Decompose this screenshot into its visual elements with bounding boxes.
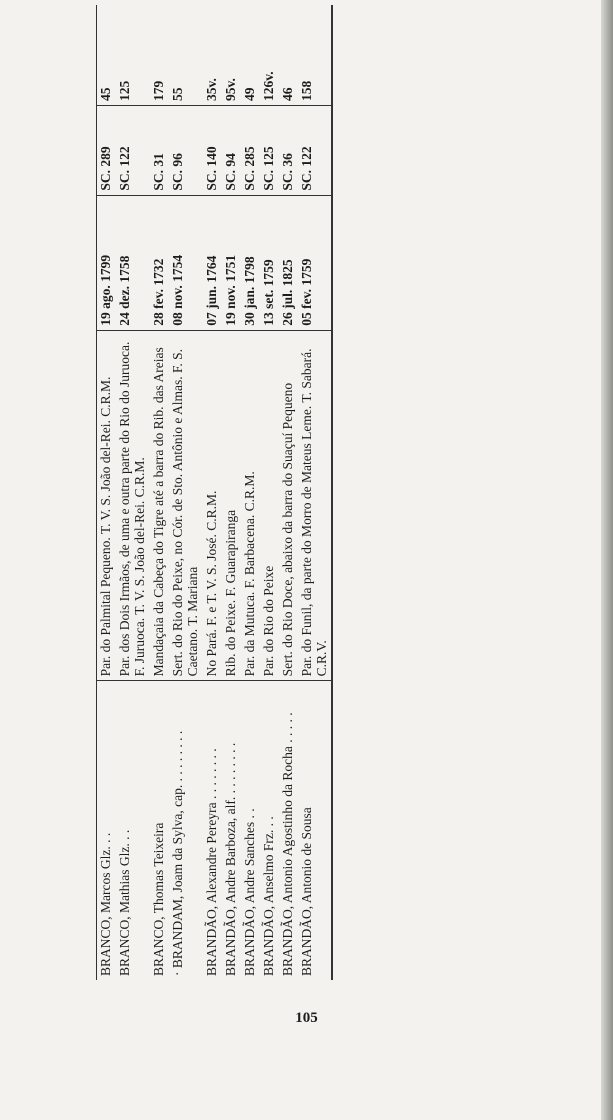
grant-location: Sert. do Rio do Peixe, no Cór. de Sto. Antônio e Almas. F. S. Caetano. T. Mariana [168,330,202,681]
grantee-name: BRANDÃO, Antonio de Sousa [297,681,332,980]
grant-code: SC. 285 [240,105,259,195]
grant-location: Mandaçaia da Cabeça do Tigre até a barra do Rib. das Areias [149,330,168,681]
grant-date: 30 jan. 1798 [240,195,259,330]
table-row [259,5,278,980]
grant-code: SC. 122 [115,105,149,195]
grant-location: Par. do Palmital Pequeno. T. V. S. João del-Rei. C.R.M. [96,330,115,681]
table-row [115,5,149,980]
grantee-name: BRANDÃO, Andre Sanches . . [242,808,257,976]
table-row [278,5,297,980]
grant-page: 35v. [202,5,221,105]
grant-date: 08 nov. 1754 [168,195,202,330]
grantee-name: BRANCO, Thomas Teixeira [151,822,166,976]
grant-page: 125 [115,5,149,105]
grant-date: 19 ago. 1799 [96,195,115,330]
grantee-name: BRANDÃO, Alexandre Pereyra . . . . . . . . [204,748,219,976]
grant-location: Par. do Funil, da parte do Morro de Mateus Leme. T. Sabará. C.R.V. [297,330,332,681]
grant-code: SC. 94 [221,105,240,195]
grant-page: 179 [149,5,168,105]
grant-code: SC. 122 [297,105,332,195]
grant-code: SC. 125 [259,105,278,195]
grant-code: SC. 36 [278,105,297,195]
grant-code: SC. 140 [202,105,221,195]
grant-location: No Pará. F. e T. V. S. José. C.R.M. [202,330,221,681]
grant-page: 55 [168,5,202,105]
grant-location: Par. dos Dois Irmãos, de uma e outra parte do Rio do Juruoca. F. Juruoca. T. V. S. João del-Rei. C.R.M. [115,330,149,681]
grant-location: Par. do Rio do Peixe [259,330,278,681]
grant-page: 49 [240,5,259,105]
table-row [297,5,332,980]
table-row [202,5,221,980]
grant-location: Rib. do Peixe. F. Guarapiranga [221,330,240,681]
grant-date: 26 jul. 1825 [278,195,297,330]
table-row [240,5,259,980]
page-number: 105 [295,1010,318,1026]
table-row [168,5,202,980]
page-edge-shadow [601,0,613,1120]
grantee-name: BRANDÃO, Anselmo Frz. . . [261,816,276,976]
grant-location: Sert. do Rio Doce, abaixo da barra do Suaçuí Pequeno [278,330,297,681]
grant-page: 158 [297,5,332,105]
grantee-name: BRANDÃO, Andre Barboza, alf. . . . . . . . . [223,742,238,976]
grant-code: SC. 31 [149,105,168,195]
grant-date: 07 jun. 1764 [202,195,221,330]
grant-page: 46 [278,5,297,105]
table-row [96,5,115,980]
grant-date: 28 fev. 1732 [149,195,168,330]
grant-date: 13 set. 1759 [259,195,278,330]
grant-date: 19 nov. 1751 [221,195,240,330]
grantee-name: · BRANDAM, Joam da Sylva, cap. . . . . . . . . [170,730,185,976]
grant-code: SC. 96 [168,105,202,195]
grant-date: 05 fev. 1759 [297,195,332,330]
grant-code: SC. 289 [96,105,115,195]
grantee-name: BRANCO, Mathias Glz. . . [117,829,132,976]
grant-page: 126v. [259,5,278,105]
grant-date: 24 dez. 1758 [115,195,149,330]
land-grant-table [96,5,333,980]
grant-page: 95v. [221,5,240,105]
table-row [149,5,168,980]
grantee-name: BRANDÃO, Antonio Agostinho da Rocha . . . . . [280,712,295,976]
grant-page: 45 [96,5,115,105]
grantee-name: BRANCO, Marcos Glz. . . [98,832,113,976]
grant-location: Par. da Mutuca. F. Barbacena. C.R.M. [240,330,259,681]
table-row [221,5,240,980]
